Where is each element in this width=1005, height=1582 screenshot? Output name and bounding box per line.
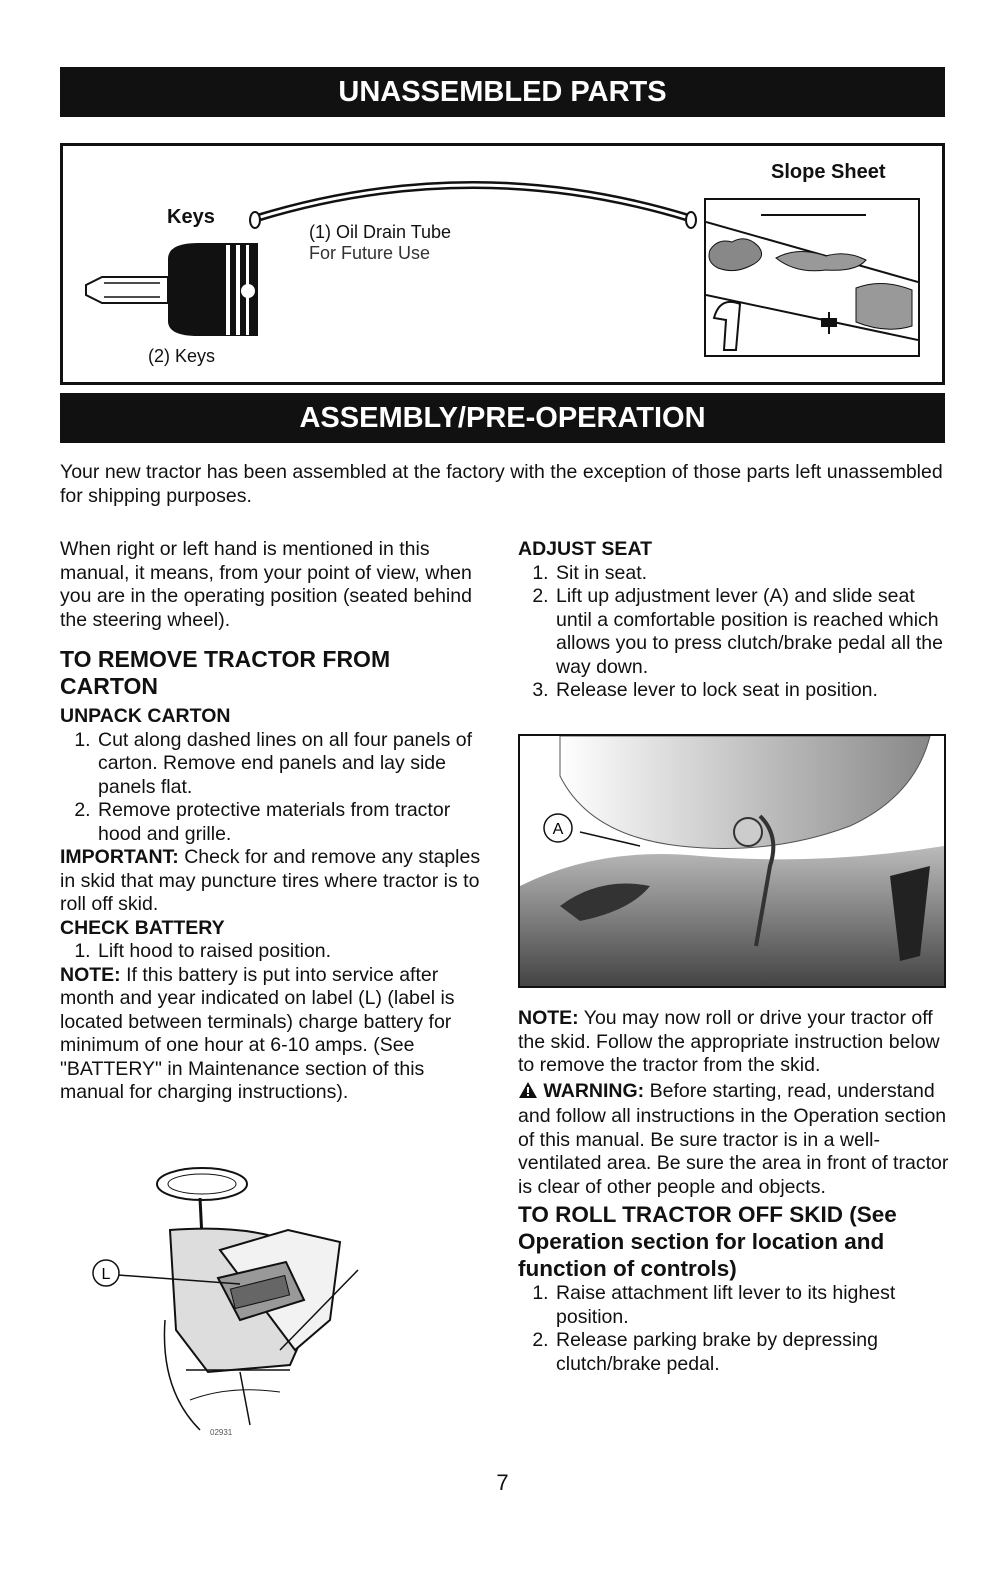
keys-title: Keys	[167, 206, 215, 228]
keys-caption: (2) Keys	[148, 346, 216, 366]
unassembled-parts-box	[60, 143, 945, 385]
battery-steps	[60, 940, 490, 964]
roll-step: 1. Raise attachment lift lever to its highest position.	[554, 1282, 950, 1329]
unpack-step: 2. Remove protective materials from tractor hood and grille.	[96, 799, 490, 846]
slope-sheet-illustration	[704, 198, 920, 357]
seat-step: 3. Release lever to lock seat in position.	[554, 679, 950, 703]
remove-tractor-title: TO REMOVE TRACTOR FROM CARTON	[60, 646, 391, 699]
slope-sheet-title: Slope Sheet	[771, 161, 886, 183]
warning-icon	[518, 1081, 538, 1106]
warning-note: WARNING: Before starting, read, understand and follow all instructions in the Operation section of this manual. Be sure tractor is in a well-ventilated area. Be sure the area in front of tractor is clear of other people and objects.	[518, 1079, 949, 1198]
battery-figure	[90, 1160, 390, 1440]
right-column-bottom	[518, 1007, 950, 1376]
seat-adjustment-figure	[518, 734, 946, 988]
battery-note: NOTE: If this battery is put into service after month and year indicated on label (L) (label is located between terminals) charge battery for minimum of one hour at 6-10 amps. (See "BATTERY" in Maintenance section of this manual for charging instructions).	[60, 963, 455, 1103]
unpack-carton-title: UNPACK CARTON	[60, 705, 231, 727]
seat-step: 1. Sit in seat.	[554, 562, 950, 586]
intro-text: Your new tractor has been assembled at the factory with the exception of those parts left unassembled for shipping purposes.	[60, 461, 943, 507]
oil-tube-caption: (1) Oil Drain Tube	[309, 222, 452, 242]
figure-code: 02931	[210, 1428, 233, 1437]
callout-a: A	[552, 821, 564, 838]
roll-steps	[518, 1282, 950, 1376]
oil-tube-note: For Future Use	[309, 243, 431, 263]
left-column	[60, 538, 490, 1105]
right-column-top	[518, 538, 950, 703]
adjust-seat-title: ADJUST SEAT	[518, 538, 652, 560]
skid-note: NOTE: You may now roll or drive your tractor off the skid. Follow the appropriate instruction below to remove the tractor from the skid.	[518, 1007, 940, 1076]
check-battery-title: CHECK BATTERY	[60, 916, 225, 939]
roll-tractor-title: TO ROLL TRACTOR OFF SKID (See Operation section for location and function of controls)	[518, 1202, 897, 1281]
seat-step: 2. Lift up adjustment lever (A) and slide seat until a comfortable position is reached which allows you to press clutch/brake pedal all the way down.	[554, 585, 950, 679]
unpack-step: 1. Cut along dashed lines on all four panels of carton. Remove end panels and lay side panels flat.	[96, 729, 490, 800]
assembly-pre-operation-header: ASSEMBLY/PRE-OPERATION	[60, 393, 945, 443]
unassembled-parts-header: UNASSEMBLED PARTS	[60, 67, 945, 117]
unpack-steps	[60, 729, 490, 847]
seat-steps	[518, 562, 950, 703]
key-illustration	[78, 231, 278, 346]
battery-step: 1. Lift hood to raised position.	[96, 940, 490, 964]
roll-step: 2. Release parking brake by depressing clutch/brake pedal.	[554, 1329, 950, 1376]
hand-note: When right or left hand is mentioned in this manual, it means, from your point of view, when you are in the operating position (seated behind the steering wheel).	[60, 538, 472, 631]
page-number: 7	[496, 1470, 509, 1495]
callout-l: L	[101, 1266, 111, 1283]
important-note: IMPORTANT: Check for and remove any staples in skid that may puncture tires where tractor is to roll off skid.	[60, 846, 481, 915]
